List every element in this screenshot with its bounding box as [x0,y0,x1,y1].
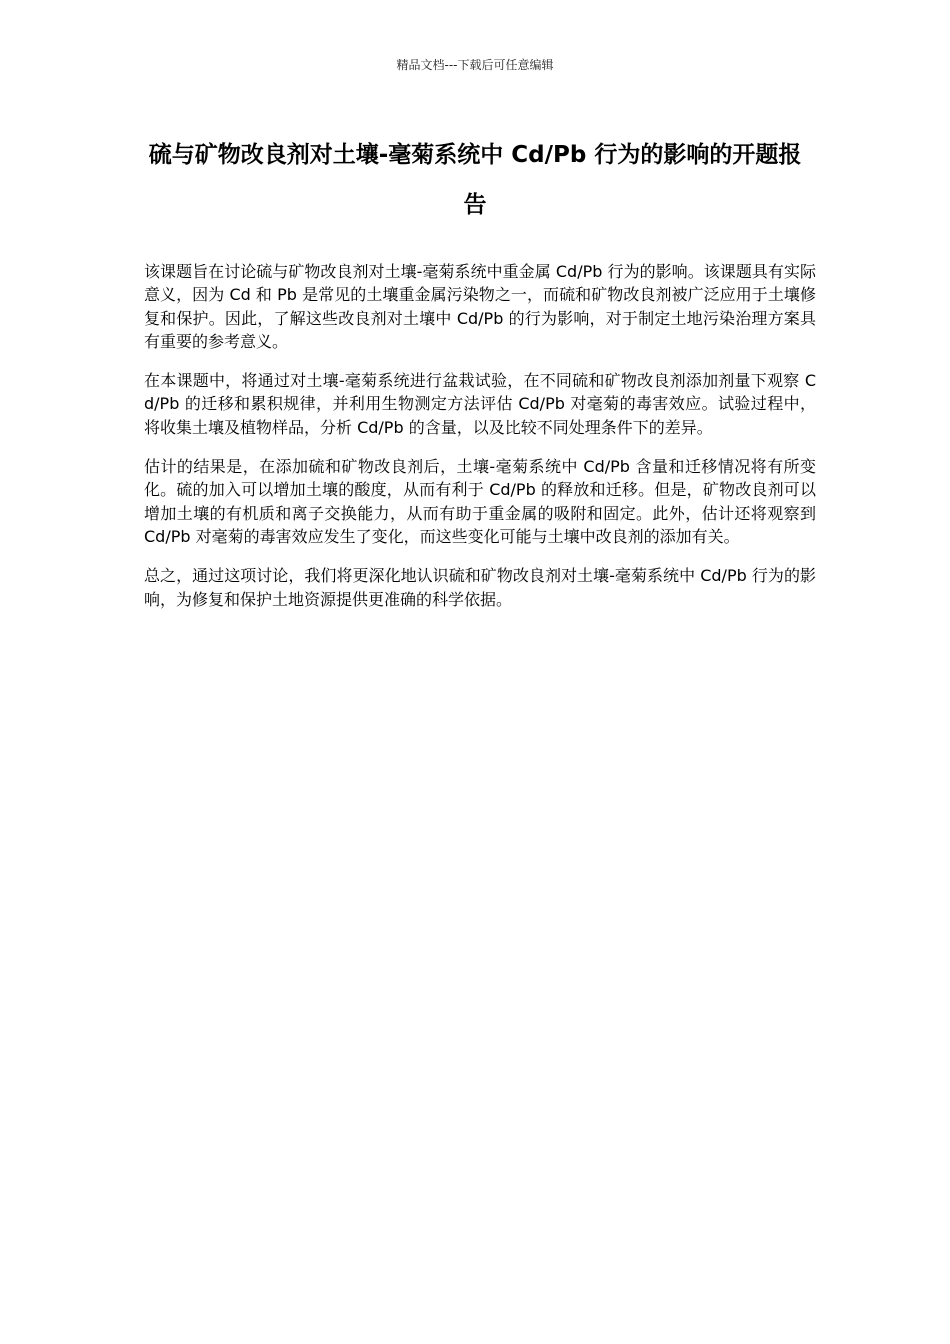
page-header: 精品文档---下载后可任意编辑 [396,58,554,72]
document-title: 硫与矿物改良剂对土壤-毫菊系统中 Cd/Pb 行为的影响的开题报告 [148,142,802,218]
paragraph-expected-results: 估计的结果是，在添加硫和矿物改良剂后，土壤-毫菊系统中 Cd/Pb 含量和迁移情况将有所变化。硫的加入可以增加土壤的酸度，从而有利于 Cd/Pb 的释放和迁移。但是，矿物改良剂可以增加土壤的有机质和离子交换能力，从而有助于重金属的吸附和固定。此外，估计还将观察到 Cd/Pb 对毫菊的毒害效应发生了变化，而这些变化可能与土壤中改良剂的添加有关。 [144,457,816,546]
document-body [144,260,816,627]
paragraph-method: 在本课题中，将通过对土壤-毫菊系统进行盆栽试验，在不同硫和矿物改良剂添加剂量下观察 Cd/Pb 的迁移和累积规律，并利用生物测定方法评估 Cd/Pb 对毫菊的毒害效应。试验过程中，将收集土壤及植物样品，分析 Cd/Pb 的含量，以及比较不同处理条件下的差异。 [144,371,816,437]
paragraph-conclusion: 总之，通过这项讨论，我们将更深化地认识硫和矿物改良剂对土壤-毫菊系统中 Cd/Pb 行为的影响，为修复和保护土地资源提供更准确的科学依据。 [144,566,816,609]
paragraph-intro: 该课题旨在讨论硫与矿物改良剂对土壤-毫菊系统中重金属 Cd/Pb 行为的影响。该课题具有实际意义，因为 Cd 和 Pb 是常见的土壤重金属污染物之一，而硫和矿物改良剂被广泛应用于土壤修复和保护。因此，了解这些改良剂对土壤中 Cd/Pb 的行为影响，对于制定土地污染治理方案具有重要的参考意义。 [144,262,816,351]
